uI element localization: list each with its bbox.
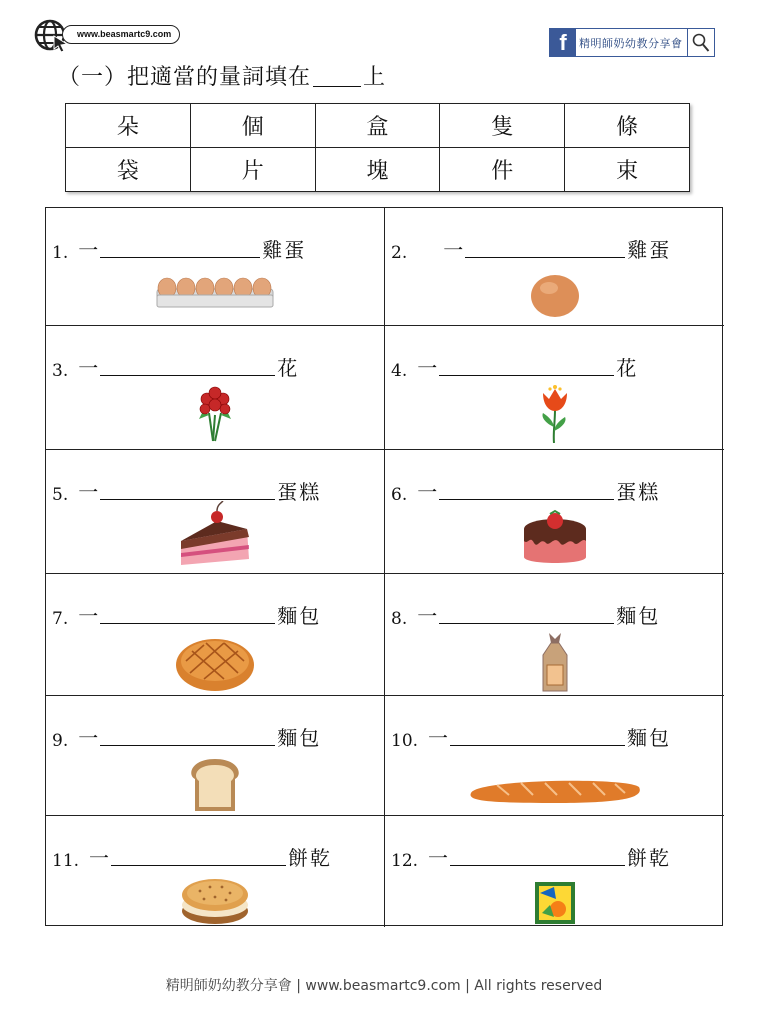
- word-bank-cell: 條: [565, 104, 690, 148]
- question-number: 11.: [52, 851, 80, 871]
- question-one: 一: [417, 604, 438, 628]
- toast-slice-icon: [189, 757, 241, 813]
- answer-blank[interactable]: [450, 735, 625, 746]
- answer-blank[interactable]: [439, 613, 614, 624]
- question-one: 一: [428, 726, 449, 750]
- tulip-icon: [535, 383, 575, 443]
- question-number: 10.: [391, 731, 419, 751]
- site-url: www.beasmartc9.com: [62, 25, 180, 44]
- sandwich-cookie-icon: [180, 875, 250, 927]
- facebook-icon: f: [550, 29, 576, 56]
- question-noun: 餅乾: [627, 846, 672, 870]
- word-bank-cell: 件: [440, 148, 565, 192]
- answer-blank[interactable]: [450, 855, 625, 866]
- question-cell: [46, 816, 385, 927]
- answer-blank[interactable]: [100, 489, 275, 500]
- word-bank-cell: 片: [190, 148, 315, 192]
- question-number: 9.: [52, 731, 69, 751]
- question-cell: [46, 696, 385, 816]
- question-one: 一: [443, 238, 464, 262]
- title-suffix: 上: [363, 65, 387, 90]
- question-one: 一: [428, 846, 449, 870]
- question-cell: [46, 450, 385, 574]
- question-noun: 麵包: [616, 604, 661, 628]
- round-bread-icon: [174, 633, 256, 693]
- search-icon[interactable]: [687, 29, 714, 56]
- question-number: 8.: [391, 609, 408, 629]
- word-bank: [65, 103, 690, 192]
- title-blank: [313, 68, 361, 87]
- rose-bouquet-icon: [195, 385, 235, 443]
- word-bank-row: [66, 104, 690, 148]
- question-noun: 餅乾: [288, 846, 333, 870]
- question-noun: 蛋糕: [616, 480, 661, 504]
- question-cell: [46, 208, 385, 326]
- answer-blank[interactable]: [100, 735, 275, 746]
- word-bank-cell: 個: [190, 104, 315, 148]
- question-one: 一: [417, 480, 438, 504]
- bread-bag-icon: [539, 633, 571, 693]
- facebook-page-name: 精明師奶幼教分享會: [579, 36, 683, 50]
- footer-text: 精明師奶幼教分享會 | www.beasmartc9.com | All rights reserved: [165, 978, 603, 994]
- question-number: 7.: [52, 609, 69, 629]
- answer-blank[interactable]: [111, 855, 286, 866]
- answer-blank[interactable]: [100, 613, 275, 624]
- question-noun: 雞蛋: [627, 238, 672, 262]
- round-cake-icon: [520, 505, 590, 569]
- answer-blank[interactable]: [439, 365, 614, 376]
- word-bank-cell: 盒: [315, 104, 440, 148]
- question-cell: [385, 574, 724, 696]
- question-number: 3.: [52, 361, 69, 381]
- question-cell: [385, 326, 724, 450]
- biscuit-box-icon: [534, 881, 576, 925]
- question-one: 一: [78, 726, 99, 750]
- question-noun: 蛋糕: [277, 480, 322, 504]
- question-one: 一: [417, 356, 438, 380]
- question-one: 一: [78, 356, 99, 380]
- question-noun: 雞蛋: [262, 238, 307, 262]
- question-one: 一: [78, 604, 99, 628]
- question-cell: [385, 816, 724, 927]
- cake-slice-icon: [177, 501, 253, 567]
- title-prefix: （一）把適當的量詞填在: [58, 65, 312, 90]
- question-cell: [385, 450, 724, 574]
- word-bank-cell: 隻: [440, 104, 565, 148]
- question-noun: 麵包: [277, 726, 322, 750]
- question-noun: 花: [277, 356, 300, 380]
- question-number: 2.: [391, 243, 408, 263]
- answer-blank[interactable]: [100, 365, 275, 376]
- baguette-icon: [467, 775, 643, 805]
- question-noun: 麵包: [627, 726, 672, 750]
- question-cell: [46, 574, 385, 696]
- question-one: 一: [78, 480, 99, 504]
- answer-blank[interactable]: [100, 247, 260, 258]
- question-number: 12.: [391, 851, 419, 871]
- question-cell: [46, 326, 385, 450]
- egg-icon: [527, 273, 583, 319]
- egg-carton-icon: [155, 275, 275, 309]
- word-bank-cell: 朵: [66, 104, 191, 148]
- exercise-title: [58, 60, 386, 91]
- question-noun: 花: [616, 356, 639, 380]
- question-number: 5.: [52, 485, 69, 505]
- question-number: 1.: [52, 243, 69, 263]
- question-number: 4.: [391, 361, 408, 381]
- question-number: 6.: [391, 485, 408, 505]
- question-cell: [385, 696, 724, 816]
- question-one: 一: [78, 238, 99, 262]
- word-bank-row: [66, 148, 690, 192]
- question-grid: [45, 207, 723, 926]
- site-logo: [34, 18, 184, 54]
- facebook-search-box[interactable]: [549, 28, 715, 57]
- answer-blank[interactable]: [439, 489, 614, 500]
- question-noun: 麵包: [277, 604, 322, 628]
- word-bank-cell: 束: [565, 148, 690, 192]
- word-bank-cell: 袋: [66, 148, 191, 192]
- word-bank-cell: 塊: [315, 148, 440, 192]
- question-one: 一: [89, 846, 110, 870]
- answer-blank[interactable]: [465, 247, 625, 258]
- question-cell: [385, 208, 724, 326]
